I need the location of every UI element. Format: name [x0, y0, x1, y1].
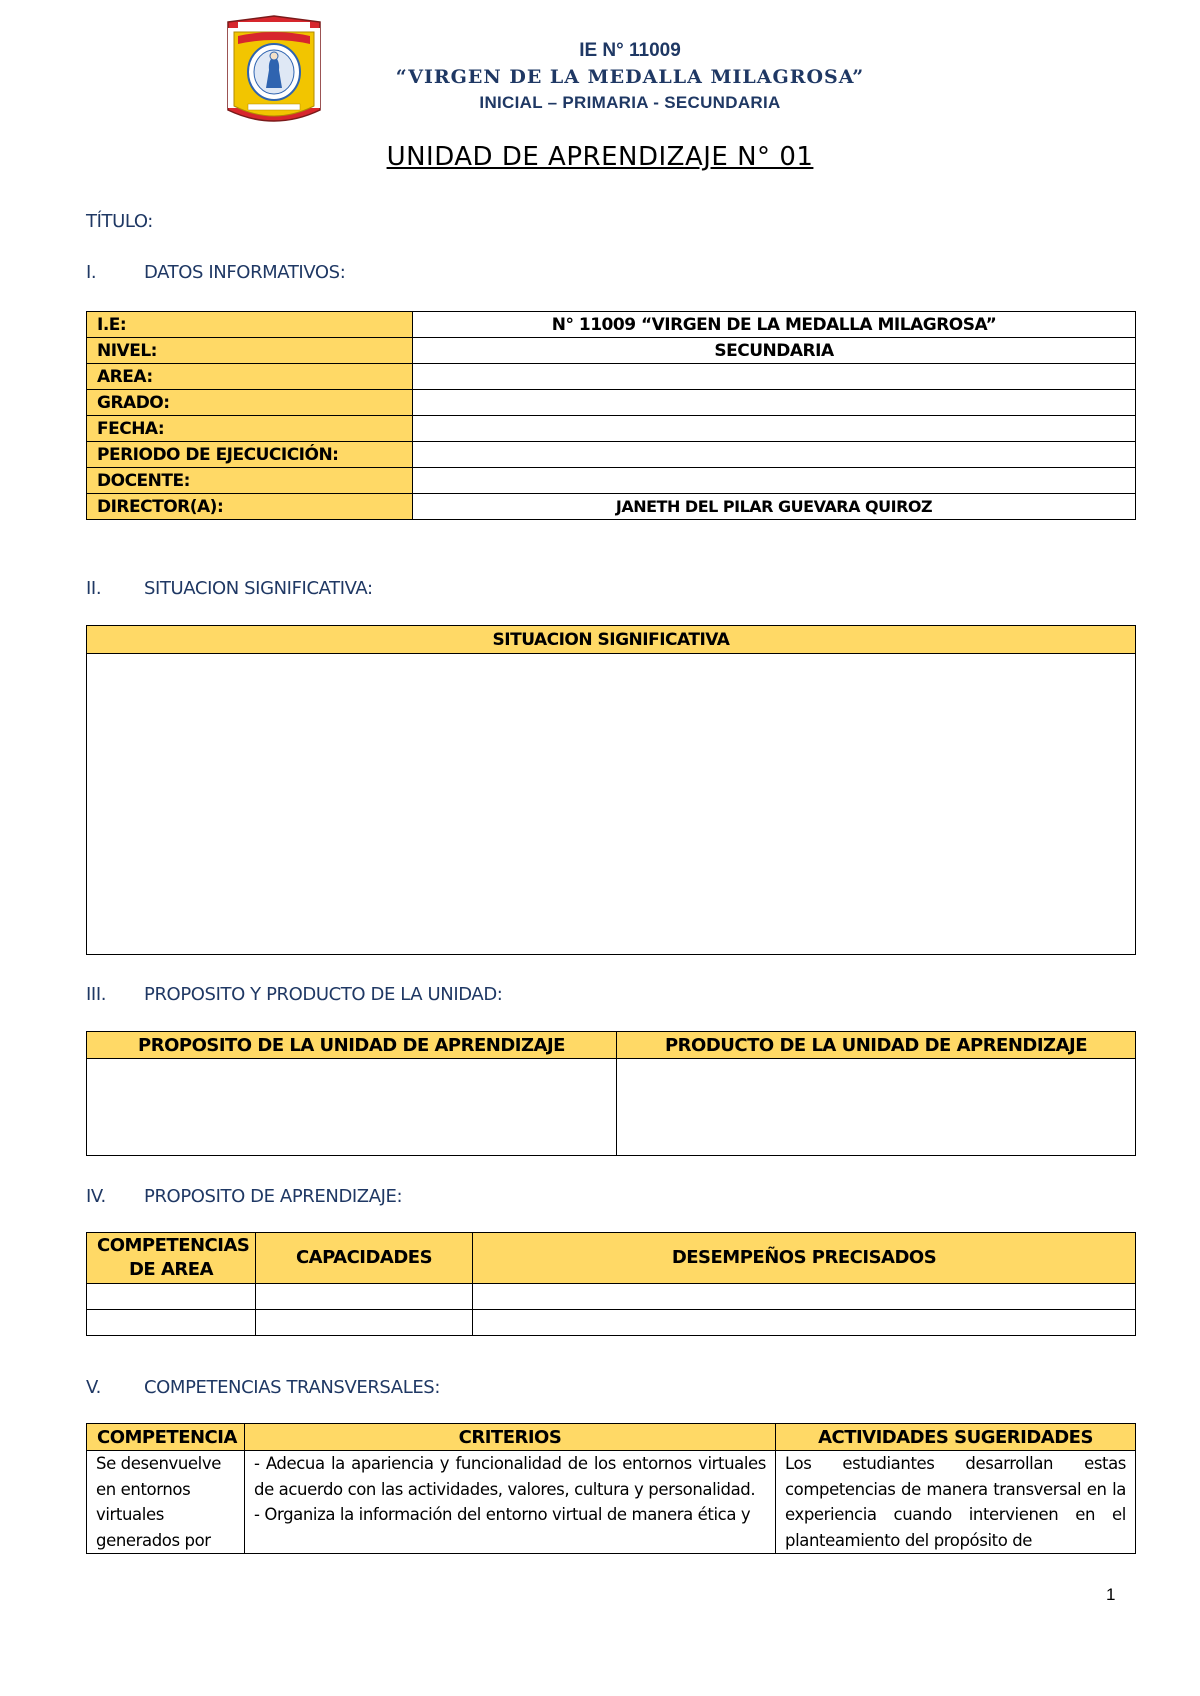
- producto-unidad-cell: [617, 1059, 1136, 1156]
- section-number: II.: [86, 578, 102, 599]
- table-cell: [87, 1310, 256, 1336]
- datos-value: JANETH DEL PILAR GUEVARA QUIROZ: [413, 494, 1136, 520]
- section-title: SITUACION SIGNIFICATIVA:: [144, 578, 373, 599]
- producto-unidad-header: PRODUCTO DE LA UNIDAD DE APRENDIZAJE: [617, 1032, 1136, 1059]
- proposito-producto-table: [86, 1031, 1136, 1156]
- section-1-heading: [86, 262, 345, 283]
- proposito-unidad-cell: [87, 1059, 617, 1156]
- section-4-heading: [86, 1186, 402, 1207]
- datos-label: DOCENTE:: [87, 468, 413, 494]
- datos-label: GRADO:: [87, 390, 413, 416]
- competencias-area-header: COMPETENCIAS DE AREA: [87, 1233, 256, 1284]
- section-title: DATOS INFORMATIVOS:: [144, 262, 346, 283]
- datos-label: I.E:: [87, 312, 413, 338]
- table-cell: [256, 1284, 473, 1310]
- capacidades-header: CAPACIDADES: [256, 1233, 473, 1284]
- situacion-header: SITUACION SIGNIFICATIVA: [87, 626, 1136, 654]
- datos-label: NIVEL:: [87, 338, 413, 364]
- table-row: [87, 1284, 1136, 1310]
- section-title: PROPOSITO DE APRENDIZAJE:: [144, 1186, 403, 1207]
- datos-value: [413, 468, 1136, 494]
- datos-value: [413, 442, 1136, 468]
- table-row: [87, 1233, 1136, 1284]
- header-school-name: “VIRGEN DE LA MEDALLA MILAGROSA”: [395, 66, 865, 88]
- header-school-number: IE N° 11009: [579, 40, 681, 61]
- table-row: [87, 416, 1136, 442]
- competencias-transversales-table: [86, 1423, 1136, 1554]
- table-row: [87, 442, 1136, 468]
- datos-value: N° 11009 “VIRGEN DE LA MEDALLA MILAGROSA”: [413, 312, 1136, 338]
- situacion-significativa-table: [86, 625, 1136, 955]
- table-row: [87, 626, 1136, 654]
- criterio-item: - Adecua la apariencia y funcionalidad de los entornos virtuales de acuerdo con las actividades, valores, cultura y personalidad.: [254, 1454, 766, 1499]
- titulo-label: TÍTULO:: [86, 211, 153, 232]
- datos-value: SECUNDARIA: [413, 338, 1136, 364]
- criterios-cell: [245, 1451, 776, 1554]
- desempenos-header: DESEMPEÑOS PRECISADOS: [473, 1233, 1136, 1284]
- datos-label: AREA:: [87, 364, 413, 390]
- page-number: 1: [1106, 1585, 1116, 1604]
- datos-label: FECHA:: [87, 416, 413, 442]
- section-title: COMPETENCIAS TRANSVERSALES:: [144, 1377, 440, 1398]
- section-3-heading: [86, 984, 502, 1005]
- datos-label: DIRECTOR(A):: [87, 494, 413, 520]
- competencia-cell: [87, 1451, 245, 1554]
- school-crest-icon: [224, 14, 324, 128]
- table-row: [87, 1310, 1136, 1336]
- table-row: [87, 364, 1136, 390]
- table-cell: [473, 1310, 1136, 1336]
- table-cell: [473, 1284, 1136, 1310]
- table-row: [87, 654, 1136, 955]
- document-title: UNIDAD DE APRENDIZAJE N° 01: [386, 142, 814, 172]
- competencia-header: COMPETENCIA: [87, 1424, 245, 1451]
- table-row: [87, 1424, 1136, 1451]
- section-number: IV.: [86, 1186, 106, 1207]
- criterios-header: CRITERIOS: [245, 1424, 776, 1451]
- datos-value: [413, 390, 1136, 416]
- criterios-text: [254, 1451, 766, 1553]
- table-row: [87, 468, 1136, 494]
- proposito-unidad-header: PROPOSITO DE LA UNIDAD DE APRENDIZAJE: [87, 1032, 617, 1059]
- datos-label: PERIODO DE EJECUCICIÓN:: [87, 442, 413, 468]
- table-row: [87, 390, 1136, 416]
- section-number: I.: [86, 262, 97, 283]
- table-cell: [256, 1310, 473, 1336]
- section-number: III.: [86, 984, 107, 1005]
- section-2-heading: [86, 578, 373, 599]
- actividades-cell: [776, 1451, 1136, 1554]
- datos-value: [413, 416, 1136, 442]
- section-number: V.: [86, 1377, 101, 1398]
- actividades-text: Los estudiantes desarrollan estas competencias de manera transversal en la experiencia cuando intervienen en el planteamiento del propósito de: [785, 1454, 1126, 1550]
- criterio-item: - Organiza la información del entorno virtual de manera ética y: [254, 1505, 751, 1524]
- table-row: [87, 1451, 1136, 1554]
- table-cell: [87, 1284, 256, 1310]
- actividades-header: ACTIVIDADES SUGERIDADES: [776, 1424, 1136, 1451]
- datos-value: [413, 364, 1136, 390]
- table-row: [87, 338, 1136, 364]
- header-levels: INICIAL – PRIMARIA - SECUNDARIA: [479, 93, 781, 112]
- datos-informativos-table: [86, 311, 1136, 520]
- section-title: PROPOSITO Y PRODUCTO DE LA UNIDAD:: [144, 984, 503, 1005]
- table-row: [87, 494, 1136, 520]
- competencia-text: Se desenvuelve en entornos virtuales generados por: [96, 1454, 221, 1550]
- table-row: [87, 312, 1136, 338]
- proposito-aprendizaje-table: [86, 1232, 1136, 1336]
- table-row: [87, 1032, 1136, 1059]
- situacion-body: [87, 654, 1136, 955]
- section-5-heading: [86, 1377, 440, 1398]
- table-row: [87, 1059, 1136, 1156]
